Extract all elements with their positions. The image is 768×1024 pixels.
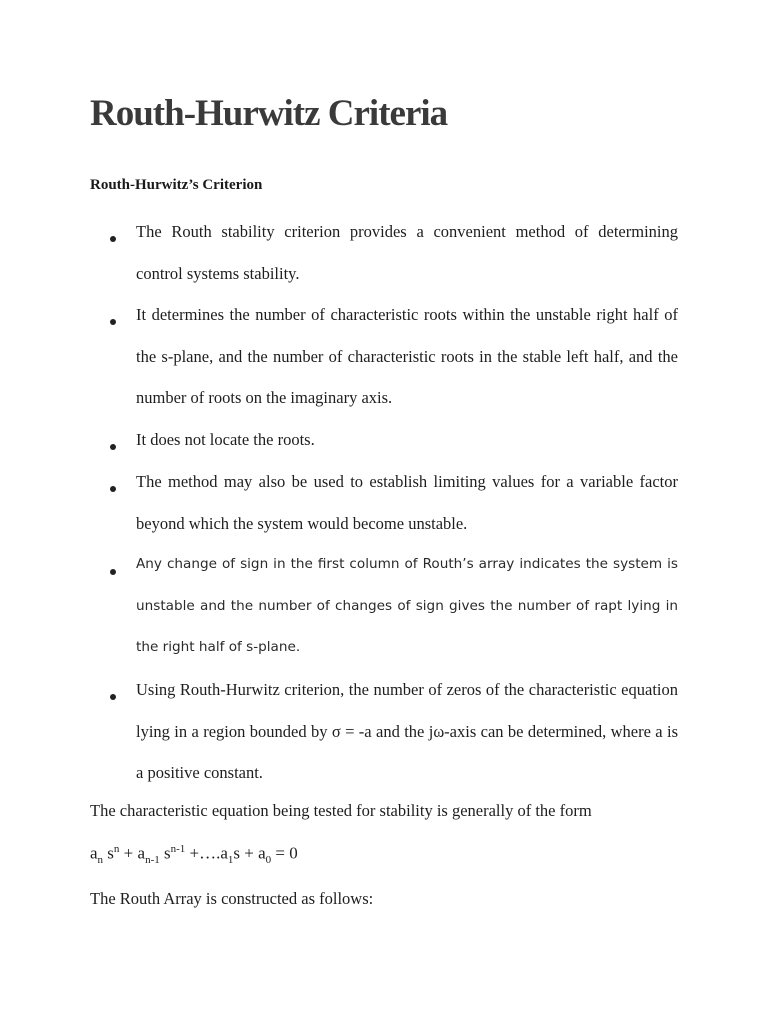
- eq-term: s: [103, 843, 114, 863]
- bullet-icon: [110, 444, 116, 450]
- eq-superscript: n-1: [170, 843, 186, 855]
- eq-subscript: n: [97, 854, 104, 867]
- list-item-text: It determines the number of characteristic roots within the unstable right half of the s-plane, and the number of characteristic roots in the stable left half, and the number of roots on the imaginary axis.: [136, 305, 678, 408]
- body-paragraph: The characteristic equation being tested for stability is generally of the form: [90, 801, 592, 820]
- eq-superscript: n: [113, 843, 120, 855]
- bullet-icon: [110, 486, 116, 492]
- eq-term: = 0: [271, 843, 298, 863]
- list-item-text: Any change of sign in the first column of Routh’s array indicates the system is unstable and the number of changes of sign gives the number of rapt lying in the right half of s-plane.: [136, 556, 678, 656]
- page-title: Routh-Hurwitz Criteria: [90, 93, 448, 134]
- eq-term: +….a: [185, 843, 228, 863]
- list-item-text: The method may also be used to establish limiting values for a variable factor beyond which the system would become unstable.: [136, 472, 678, 533]
- eq-term: s: [159, 843, 171, 863]
- eq-term: a: [90, 843, 98, 863]
- bullet-icon: [110, 694, 116, 700]
- list-item-text: Using Routh-Hurwitz criterion, the number of zeros of the characteristic equation lying in a region bounded by σ = -a and the jω-axis can be determined, where a is a positive constant.: [136, 680, 678, 783]
- bullet-icon: [110, 569, 116, 575]
- eq-term: s + a: [233, 843, 266, 863]
- eq-subscript: 1: [227, 854, 234, 867]
- list-item-text: The Routh stability criterion provides a convenient method of determining control systems stability.: [136, 222, 678, 283]
- characteristic-equation: [90, 843, 298, 866]
- body-paragraph: The Routh Array is constructed as follows:: [90, 889, 374, 908]
- section-heading: Routh-Hurwitz’s Criterion: [90, 177, 263, 193]
- bullet-icon: [110, 319, 116, 325]
- eq-subscript: n-1: [145, 854, 160, 867]
- eq-term: + a: [119, 843, 146, 863]
- list-item-text: It does not locate the roots.: [136, 430, 315, 449]
- eq-subscript: 0: [265, 854, 272, 867]
- bullet-icon: [110, 236, 116, 242]
